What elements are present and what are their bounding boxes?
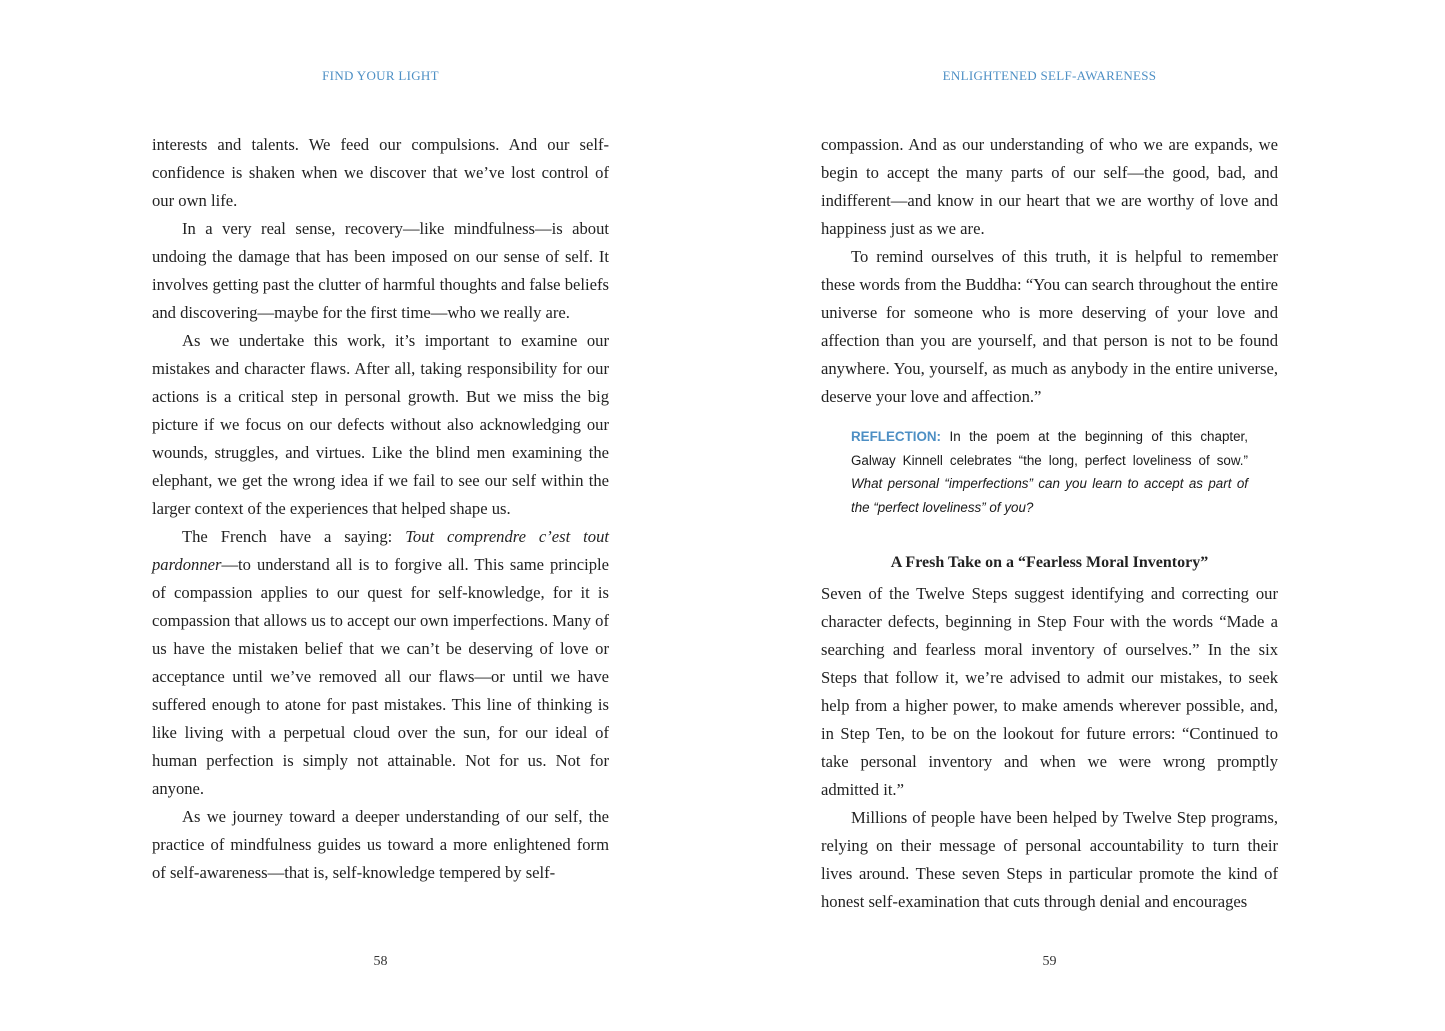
paragraph: compassion. And as our understanding of who we are expands, we begin to accept the many parts of our self—the good, bad, and indifferent—and know in our heart that we are worthy of love and happiness just as we are. xyxy=(821,135,1278,238)
running-head: ENLIGHTENED SELF-AWARENESS xyxy=(942,68,1157,83)
paragraph: To remind ourselves of this truth, it is helpful to remember these words from the Buddha: “You can search throughout the entire universe for someone who is more deserving of your love and affection than you are yourself, and that person is not to be found anywhere. You, yourself, as much as anybody in the entire universe, deserve your love and affection.” xyxy=(821,247,1278,406)
section-heading: A Fresh Take on a “Fearless Moral Inventory” xyxy=(890,554,1209,571)
left-page xyxy=(152,0,609,1031)
paragraph-text: —to understand all is to forgive all. This same principle of compassion applies to our quest for self-knowledge, for it is compassion that allows us to accept our own imperfections. Many of us have the mistaken belief that we can’t be deserving of love or acceptance until we’ve removed all our flaws—or until we have suffered enough to atone for past mistakes. This line of thinking is like living with a perpetual cloud over the sun, for our ideal of human perfection is simply not attainable. Not for us. Not for anyone. xyxy=(152,555,609,798)
reflection-box xyxy=(851,425,1248,519)
paragraph-text: The French have a saying: xyxy=(182,527,406,546)
paragraph xyxy=(152,523,609,803)
reflection-text: In the poem at the beginning of this chapter, Galway Kinnell celebrates “the long, perfect loveliness of sow.” xyxy=(851,429,1248,468)
paragraph: Seven of the Twelve Steps suggest identifying and correcting our character defects, beginning in Step Four with the words “Made a searching and fearless moral inventory of ourselves.” In the six Steps that follow it, we’re advised to admit our mistakes, to seek help from a higher power, to make amends wherever possible, and, in Step Ten, to be on the lookout for future errors: “Continued to take personal inventory and when we were wrong promptly admitted it.” xyxy=(821,584,1278,799)
paragraph: In a very real sense, recovery—like mindfulness—is about undoing the damage that has been imposed on our sense of self. It involves getting past the clutter of harmful thoughts and false beliefs and discovering—maybe for the first time—who we really are. xyxy=(152,219,609,322)
page-number: 59 xyxy=(1042,954,1057,969)
right-page xyxy=(821,0,1278,1031)
paragraph: As we undertake this work, it’s important to examine our mistakes and character flaws. After all, taking responsibility for our actions is a critical step in personal growth. But we miss the big picture if we focus on our defects without also acknowledging our wounds, struggles, and virtues. Like the blind men examining the elephant, we get the wrong idea if we fail to see our self within the larger context of the experiences that helped shape us. xyxy=(152,331,609,518)
french-saying: Tout comprendre c’est tout pardonner xyxy=(152,527,609,574)
body-text xyxy=(152,131,609,887)
reflection-question: What personal “imperfections” can you learn to accept as part of the “perfect loveliness” of you? xyxy=(851,476,1248,515)
page-number: 58 xyxy=(373,954,388,969)
reflection-label: REFLECTION: xyxy=(851,429,942,444)
paragraph: interests and talents. We feed our compulsions. And our self-confidence is shaken when we discover that we’ve lost control of our own life. xyxy=(152,135,609,210)
body-text xyxy=(821,131,1278,916)
paragraph: Millions of people have been helped by Twelve Step programs, relying on their message of personal accountability to turn their lives around. These seven Steps in particular promote the kind of honest self-examination that cuts through denial and encourages xyxy=(821,808,1278,911)
running-head: FIND YOUR LIGHT xyxy=(322,68,439,83)
paragraph: As we journey toward a deeper understanding of our self, the practice of mindfulness guides us toward a more enlightened form of self-awareness—that is, self-knowledge tempered by self- xyxy=(152,807,609,882)
